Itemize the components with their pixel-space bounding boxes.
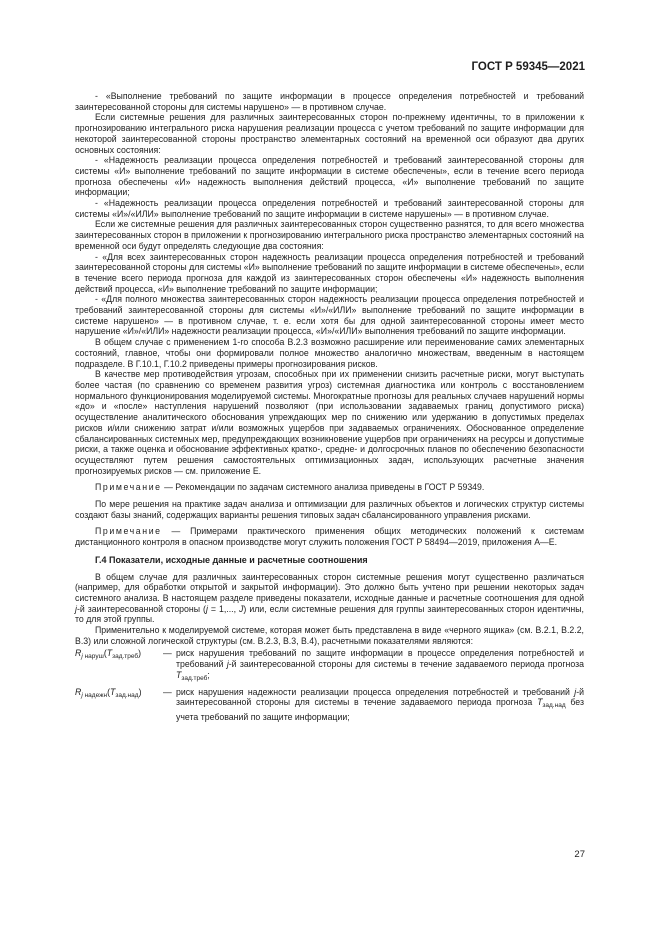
definition-dash: —: [163, 686, 172, 697]
definition-item: [75, 687, 584, 723]
paragraph: В качестве мер противодействия угрозам, способных при их применении снизить расчетные риски, могут выступать более частая (по сравнению со временем развития угроз) системная диагностика или контроль с восстановлением нормального функционирования моделируемой системы. Многократные прогнозы для реальных случаев нарушений нормы «до» и «после» наступления нарушений позволяют (при использовании задаваемых границ допустимого риска) осуществление аналитического обоснования упреждающих мер по снижению или удержанию в допустимых пределах рисков и/или снижению затрат и/или возможных ущербов при задаваемых ограничениях. Обоснованное определение сбалансированных системных мер, предупреждающих возникновение ущербов при ограничениях на ресурсы и допустимые риски, а также оценка и обоснование эффективных кратко-, средне- и долгосрочных планов по обеспечению безопасности осуществляют путем решения самостоятельных оптимизационных задач, использующих расчетные значения прогнозируемых рисков — см. приложение Е.: [75, 369, 584, 476]
paragraph: В общем случае для различных заинтересованных сторон системные решения могут существенно различаться (например, для обработки открытой и закрытой информации). Это должно быть учтено при решении некоторых задач системного анализа. В настоящем разделе приведены показатели, исходные данные и расчетные соотношения для одной j-й заинтересованной стороны (j = 1,..., J) или, если системные решения для группы заинтересованных сторон идентичны, то для этой группы.: [75, 571, 584, 625]
note-label: Примечание: [95, 482, 162, 493]
definition-dash: —: [163, 648, 172, 659]
note-2: [75, 526, 584, 547]
paragraph: Применительно к моделируемой системе, которая может быть представлена в виде «черного ящика» (см. В.2.1, В.2.2, В.3) или сложной логической структуры (см. В.2.3, В.3, В.4), расчетными показателями являются:: [75, 625, 584, 646]
definition-item: [75, 648, 584, 684]
paragraph: В общем случае с применением 1-го способа В.2.3 возможно расширение или переименование самих элементарных состояний, главное, чтобы они формировали полное множество аналогично множествам, введенным в настоящем подразделе. В Г.10.1, Г.10.2 приведены примеры прогнозирования рисков.: [75, 337, 584, 369]
note-label: Примечание: [95, 526, 162, 537]
note-text: — Примерами практического применения общих методических положений к системам дистанционного контроля в опасном производстве могут служить положения ГОСТ Р 58494—2019, приложения А—Е.: [75, 526, 584, 548]
section-heading: Г.4 Показатели, исходные данные и расчетные соотношения: [95, 554, 368, 565]
document-header: ГОСТ Р 59345—2021: [471, 61, 585, 73]
paragraph: По мере решения на практике задач анализа и оптимизации для различных объектов и логических структур системы создают базы знаний, содержащих варианты решения типовых задач сбалансированного управления рисками.: [75, 499, 584, 520]
note-text: — Рекомендации по задачам системного анализа приведены в ГОСТ Р 59349.: [161, 482, 485, 493]
formula-symbol: $R_{j наруш}(T_{зад.треб})$: [75, 648, 142, 661]
document-body: [75, 91, 584, 725]
paragraph: Если системные решения для различных заинтересованных сторон по-прежнему идентичны, то в приложении к прогнозированию интегрального риска нарушения реализации процесса с учетом требований по защите информации для некоторой заинтересованной стороны пространство элементарных состояний на временной оси образуют два других основных состояния:: [75, 112, 584, 155]
paragraph: - «Для всех заинтересованных сторон надежность реализации процесса определения потребностей и требований заинтересованной стороны для системы «И» выполнение требований по защите информации в системе обеспечены», если в течение всего периода прогноза для каждой из заинтересованных сторон обеспечены «И» надежность выполнения действий процесса, «И» выполнение требований по защите информации;: [75, 251, 584, 294]
paragraph: - «Надежность реализации процесса определения потребностей и требований заинтересованной стороны для системы «И»/«ИЛИ» выполнение требований по защите информации в системе нарушены» — в противном случае.: [75, 198, 584, 219]
page-number: 27: [574, 849, 585, 860]
paragraph: - «Выполнение требований по защите информации в процессе определения потребностей и требований заинтересованной стороны для системы нарушено» — в противном случае.: [75, 91, 584, 112]
paragraph: Если же системные решения для различных заинтересованных сторон существенно разнятся, то для всего множества заинтересованных сторон в приложении к прогнозированию интегрального риска пространство элементарных состояний на временной оси будут определять следующие два состояния:: [75, 219, 584, 251]
paragraph: - «Для полного множества заинтересованных сторон надежность реализации процесса определения потребностей и требований заинтересованной стороны для системы «И»/«ИЛИ» выполнение требований по защите информации в системе нарушено» — в противном случае, т. е. если хотя бы для одной заинтересованной стороны имеет место нарушение «И»/«ИЛИ» надежности реализации процесса, «И»/«ИЛИ» выполнения требований по защите информации.: [75, 294, 584, 337]
formula-symbol: $R_{j надежн}(T_{зад.над})$: [75, 686, 142, 699]
note-1: [75, 482, 584, 493]
definition-text: риск нарушения надежности реализации процесса определения потребностей и требований j-й заинтересованной стороны для системы в течение задаваемого периода прогноза $T_{зад.над}$ без учета требований по защите информации;: [176, 686, 584, 722]
paragraph: - «Надежность реализации процесса определения потребностей и требований заинтересованной стороны для системы «И» выполнение требований по защите информации в системе обеспечены», если в течение всего периода прогноза обеспечены «И» надежность выполнения действий процесса, «И» выполнение требований по защите информации;: [75, 155, 584, 198]
definition-text: риск нарушения требований по защите информации в процессе определения потребностей и требований j-й заинтересованной стороны для системы в течение задаваемого периода прогноза $T_{зад.треб}$;: [176, 648, 584, 682]
